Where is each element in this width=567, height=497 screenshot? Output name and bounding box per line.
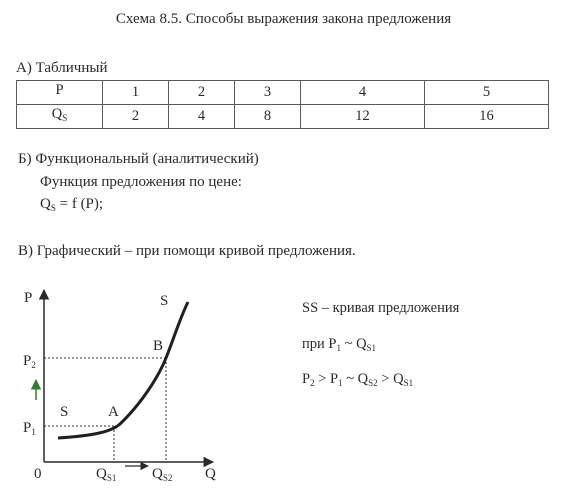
- quantity-axis-label: Q: [205, 466, 216, 482]
- table-cell: 5: [425, 81, 549, 105]
- row-header-price: P: [17, 81, 103, 105]
- table-cell: 3: [235, 81, 301, 105]
- table-cell: 12: [301, 105, 425, 129]
- price-axis-label: P: [24, 290, 33, 306]
- figure-title: Схема 8.5. Способы выражения закона предложения: [115, 11, 452, 27]
- curve-label-bottom: S: [60, 404, 69, 420]
- table-cell: 4: [301, 81, 425, 105]
- point-a-label: A: [108, 404, 119, 420]
- table-cell: 4: [169, 105, 235, 129]
- table-cell: 8: [235, 105, 301, 129]
- qs1-label: $Q_{S1}$: [96, 466, 117, 483]
- p2-label: $P_2$: [23, 353, 36, 370]
- legend-curve: SS – кривая предложения: [302, 300, 460, 316]
- legend-relation: $P_2 > P_1$ ~ $Q_{S2} > Q_{S1}$: [302, 371, 414, 388]
- section-b-label: Б) Функциональный (аналитический): [18, 151, 259, 167]
- table-cell: 2: [169, 81, 235, 105]
- legend-condition: при $P_1$ ~ $Q_{S1}$: [302, 336, 377, 353]
- curve-label-top: S: [160, 293, 169, 309]
- section-a-label: А) Табличный: [16, 60, 108, 76]
- table-cell: 2: [103, 105, 169, 129]
- supply-formula: $Q_S = f$ (P);: [40, 196, 104, 213]
- row-header-quantity: $Q_S$: [17, 105, 103, 129]
- p1-label: $P_1$: [23, 420, 36, 437]
- table-cell: 16: [425, 105, 549, 129]
- origin-label: 0: [34, 466, 42, 482]
- supply-curve: [58, 302, 188, 438]
- table-cell: 1: [103, 81, 169, 105]
- point-b-label: B: [153, 338, 164, 354]
- section-c-label: В) Графический – при помощи кривой предложения.: [18, 243, 356, 259]
- qs2-label: $Q_{S2}$: [152, 466, 173, 483]
- function-description: Функция предложения по цене:: [40, 174, 242, 190]
